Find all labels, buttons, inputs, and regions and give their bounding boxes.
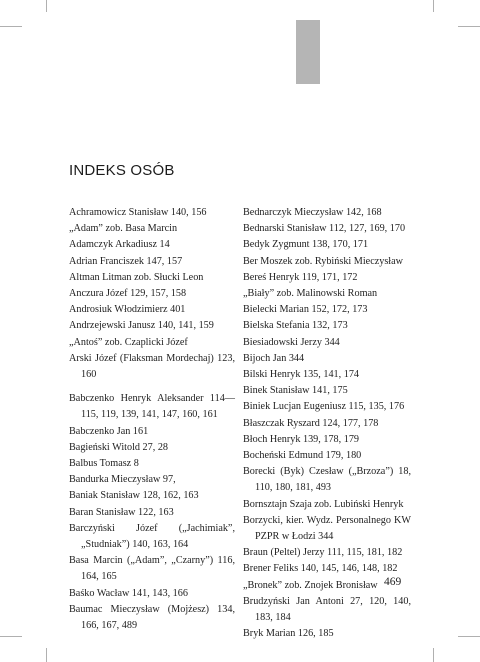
crop-mark-top-left-h (0, 26, 22, 27)
index-entry: Bandurka Mieczysław 97, (69, 474, 176, 486)
index-entry: Błoch Henryk 139, 178, 179 (243, 433, 360, 445)
section-title: INDEKS OSÓB (69, 162, 175, 179)
index-entry: Balbus Tomasz 8 (69, 458, 139, 470)
page-number: 469 (384, 576, 402, 588)
index-entry: Andrzejewski Janusz 140, 141, 159 (69, 320, 214, 332)
crop-mark-bottom-right-v (433, 648, 434, 662)
index-entry: Bednarski Stanisław 112, 127, 169, 170 (243, 223, 406, 235)
index-entry: Baran Stanisław 122, 163 (69, 506, 174, 518)
index-entry: Bednarczyk Mieczysław 142, 168 (243, 207, 382, 218)
index-entry: Baumac Mieczysław (Mojżesz) 134, 166, 167, 489 (69, 603, 235, 632)
index-entry: Bocheński Edmund 179, 180 (243, 450, 362, 462)
index-entry: Borecki (Byk) Czesław („Brzoza”) 18, 110, 180, 181, 493 (243, 466, 411, 494)
index-entry: Biniek Lucjan Eugeniusz 115, 135, 176 (243, 401, 405, 413)
index-entry: Bagieński Witold 27, 28 (69, 441, 169, 453)
index-entry: Bedyk Zygmunt 138, 170, 171 (243, 239, 369, 251)
index-entry: Baśko Wacław 141, 143, 166 (69, 587, 188, 599)
index-entry: Barczyński Józef („Jachimiak”, „Studniak”) 140, 163, 164 (69, 522, 235, 551)
index-entry: Anczura Józef 129, 157, 158 (69, 288, 187, 300)
index-entry: Arski Józef (Flaksman Mordechaj) 123, 160 (69, 352, 235, 381)
index-entry: Altman Litman zob. Słucki Leon (69, 271, 204, 283)
index-entry: Adamczyk Arkadiusz 14 (69, 239, 170, 251)
crop-mark-top-right-v (433, 0, 434, 12)
crop-mark-top-right-h (458, 26, 480, 27)
index-entry: Bilski Henryk 135, 141, 174 (243, 369, 360, 381)
index-column-left (69, 205, 235, 634)
index-entry: Bijoch Jan 344 (243, 352, 305, 364)
index-entry: Babczenko Jan 161 (69, 425, 149, 437)
section-tab-marker (296, 20, 320, 84)
index-entry: Borzycki, kier. Wydz. Personalnego KW PZPR w Łodzi 344 (243, 514, 411, 543)
index-entry: „Adam” zob. Basa Marcin (69, 223, 178, 235)
index-entry: Achramowicz Stanisław 140, 156 (69, 207, 207, 218)
crop-mark-bottom-left-h (0, 636, 22, 637)
crop-mark-bottom-left-v (46, 648, 47, 662)
index-entry: Adrian Franciszek 147, 157 (69, 255, 183, 267)
index-entry: „Antoś” zob. Czaplicki Józef (69, 336, 188, 348)
index-entry: Błaszczak Ryszard 124, 177, 178 (243, 417, 379, 429)
index-entry: Bielecki Marian 152, 172, 173 (243, 304, 368, 316)
index-entry: Binek Stanisław 141, 175 (243, 385, 348, 397)
index-entry: Bereś Henryk 119, 171, 172 (243, 271, 358, 283)
index-entry: Bielska Stefania 132, 173 (243, 320, 348, 332)
crop-mark-top-left-v (46, 0, 47, 12)
index-entry: „Bronek” zob. Znojek Bronisław (243, 579, 378, 591)
index-entry: Brener Feliks 140, 145, 146, 148, 182 (243, 563, 398, 575)
crop-mark-bottom-right-h (458, 636, 480, 637)
index-entry: Brudzyński Jan Antoni 27, 120, 140, 183, 184 (243, 595, 411, 624)
index-entry: Bornsztajn Szaja zob. Lubiński Henryk (243, 498, 404, 510)
index-entry: Braun (Peltel) Jerzy 111, 115, 181, 182 (243, 547, 403, 559)
index-entry: „Biały” zob. Malinowski Roman (243, 288, 378, 300)
index-entry: Baniak Stanisław 128, 162, 163 (69, 490, 199, 502)
index-entry: Biesiadowski Jerzy 344 (243, 336, 340, 348)
index-entry: Ber Moszek zob. Rybiński Mieczysław (243, 255, 404, 267)
index-entry: Bryk Marian 126, 185 (243, 628, 334, 640)
index-entry: Babczenko Henryk Aleksander 114–‍–115, 119, 139, 141, 147, 160, 161 (69, 393, 235, 421)
index-entry: Basa Marcin („Adam”, „Czarny”) 116, 164, 165 (69, 555, 235, 583)
index-entry: Androsiuk Włodzimierz 401 (69, 304, 186, 316)
